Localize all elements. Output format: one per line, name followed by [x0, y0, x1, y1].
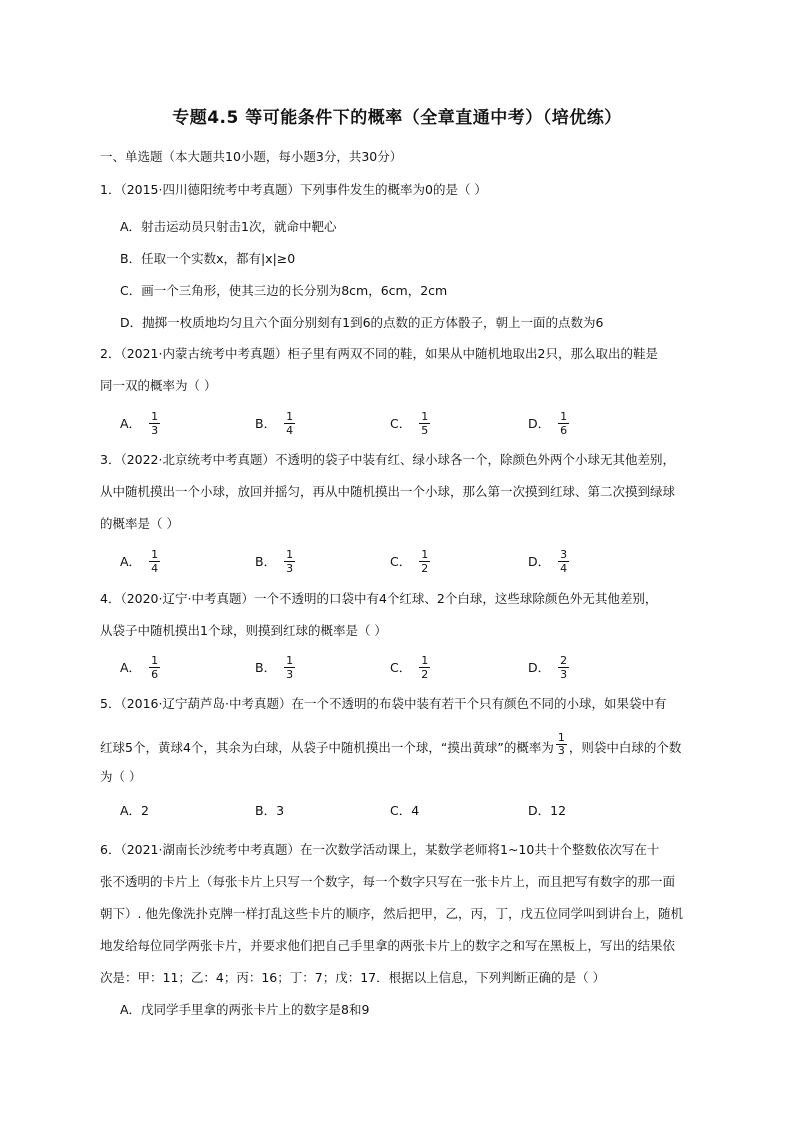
fraction: $\frac{1}{6}$	[560, 409, 568, 437]
q2-option-a: A． $\frac{1}{3}$	[120, 409, 159, 437]
fraction: $\frac{3}{4}$	[560, 547, 568, 575]
fraction: $\frac{1}{3}$	[151, 409, 159, 437]
fraction: $\frac{1}{4}$	[151, 547, 159, 575]
fraction: $\frac{1}{6}$	[151, 653, 159, 681]
q3-option-a: A． $\frac{1}{4}$	[120, 547, 159, 575]
fraction: $\frac{1}{2}$	[421, 547, 429, 575]
q2-options	[120, 406, 680, 440]
document-title: 专题4.5 等可能条件下的概率（全章直通中考）（培优练）	[172, 108, 622, 128]
q3-stem-line2: 从中随机摸出一个小球，放回并摇匀，再从中随机摸出一个小球，那么第一次摸到红球、第二次摸到绿球	[100, 484, 676, 499]
q2-stem-line1: 2．（2021·内蒙古统考中考真题）柜子里有两双不同的鞋，如果从中随机地取出2只，那么取出的鞋是	[100, 346, 658, 361]
q4-stem-line1: 4．（2020·辽宁·中考真题）一个不透明的口袋中有4个红球、2个白球，这些球除颜色外无其他差别，	[100, 591, 658, 606]
fraction: $\frac{1}{3}$	[286, 547, 294, 575]
q1-option-b: B．任取一个实数x，都有|x|≥0	[120, 251, 296, 266]
q5-stem-line3: 为（ ）	[100, 769, 142, 784]
q3-options	[120, 544, 680, 578]
q6-stem-line4: 地发给每位同学两张卡片，并要求他们把自己手里拿的两张卡片上的数字之和写在黑板上，写出的结果依	[100, 938, 676, 953]
q5-options	[120, 793, 680, 827]
fraction: $\frac{1}{4}$	[286, 409, 294, 437]
q3-option-d: D． $\frac{3}{4}$	[528, 547, 568, 575]
q1-option-c: C．画一个三角形，使其三边的长分别为8cm，6cm，2cm	[120, 283, 448, 298]
q1-option-a: A．射击运动员只射击1次，就命中靶心	[120, 219, 337, 234]
q4-option-d: D． $\frac{2}{3}$	[528, 653, 568, 681]
fraction: $\frac{1}{2}$	[421, 653, 429, 681]
q5-option-a: A．2	[120, 803, 150, 818]
q3-stem-line3: 的概率是（ ）	[100, 516, 179, 531]
q1-stem: 1．（2015·四川德阳统考中考真题）下列事件发生的概率为0的是（ ）	[100, 182, 487, 197]
fraction: $\frac{1}{3}$	[286, 653, 294, 681]
q6-option-a: A．戊同学手里拿的两张卡片上的数字是8和9	[120, 1002, 370, 1017]
section-heading: 一、单选题（本大题共10小题，每小题3分，共30分）	[100, 149, 403, 164]
q4-option-a: A． $\frac{1}{6}$	[120, 653, 159, 681]
q5-stem-line1: 5．（2016·辽宁葫芦岛·中考真题）在一个不透明的布袋中装有若干个只有颜色不同的小球，如果袋中有	[100, 696, 667, 711]
q6-stem-line3: 朝下）. 他先像洗扑克牌一样打乱这些卡片的顺序，然后把甲，乙，丙，丁，戊五位同学叫到讲台上，随机	[100, 906, 683, 921]
q2-option-c: C． $\frac{1}{5}$	[390, 409, 429, 437]
q6-stem-line5: 次是：甲：11；乙：4；丙：16；丁：7；戊：17．根据以上信息，下列判断正确的是（ ）	[100, 970, 606, 985]
q6-stem-line1: 6．（2021·湖南长沙统考中考真题）在一次数学活动课上，某数学老师将1~10共十个整数依次写在十	[100, 842, 660, 857]
fraction: $\frac{1}{3}$	[557, 731, 565, 757]
q5-option-b: B．3	[255, 803, 285, 818]
fraction: $\frac{2}{3}$	[560, 653, 568, 681]
fraction: $\frac{1}{5}$	[421, 409, 429, 437]
q1-option-d: D．抛掷一枚质地均匀且六个面分别刻有1到6的点数的正方体骰子，朝上一面的点数为6	[120, 315, 604, 330]
q5-stem-line2: 红球5个，黄球4个，其余为白球，从袋子中随机摸出一个球，“摸出黄球”的概率为 $\frac{1}{3}$ ，则袋中白球的个数	[100, 731, 682, 757]
q3-option-b: B． $\frac{1}{3}$	[255, 547, 294, 575]
q3-option-c: C． $\frac{1}{2}$	[390, 547, 429, 575]
q2-option-d: D． $\frac{1}{6}$	[528, 409, 568, 437]
q3-stem-line1: 3．（2022·北京统考中考真题）不透明的袋子中装有红、绿小球各一个，除颜色外两个小球无其他差别，	[100, 452, 675, 467]
q4-stem-line2: 从袋子中随机摸出1个球，则摸到红球的概率是（ ）	[100, 623, 387, 638]
q5-option-d: D．12	[528, 803, 567, 818]
q2-option-b: B． $\frac{1}{4}$	[255, 409, 294, 437]
q6-stem-line2: 张不透明的卡片上（每张卡片上只写一个数字，每一个数字只写在一张卡片上，而且把写有数字的那一面	[100, 874, 676, 889]
q2-stem-line2: 同一双的概率为（ ）	[100, 378, 217, 393]
q4-option-b: B． $\frac{1}{3}$	[255, 653, 294, 681]
q4-options	[120, 650, 680, 684]
q4-option-c: C． $\frac{1}{2}$	[390, 653, 429, 681]
q5-option-c: C．4	[390, 803, 420, 818]
